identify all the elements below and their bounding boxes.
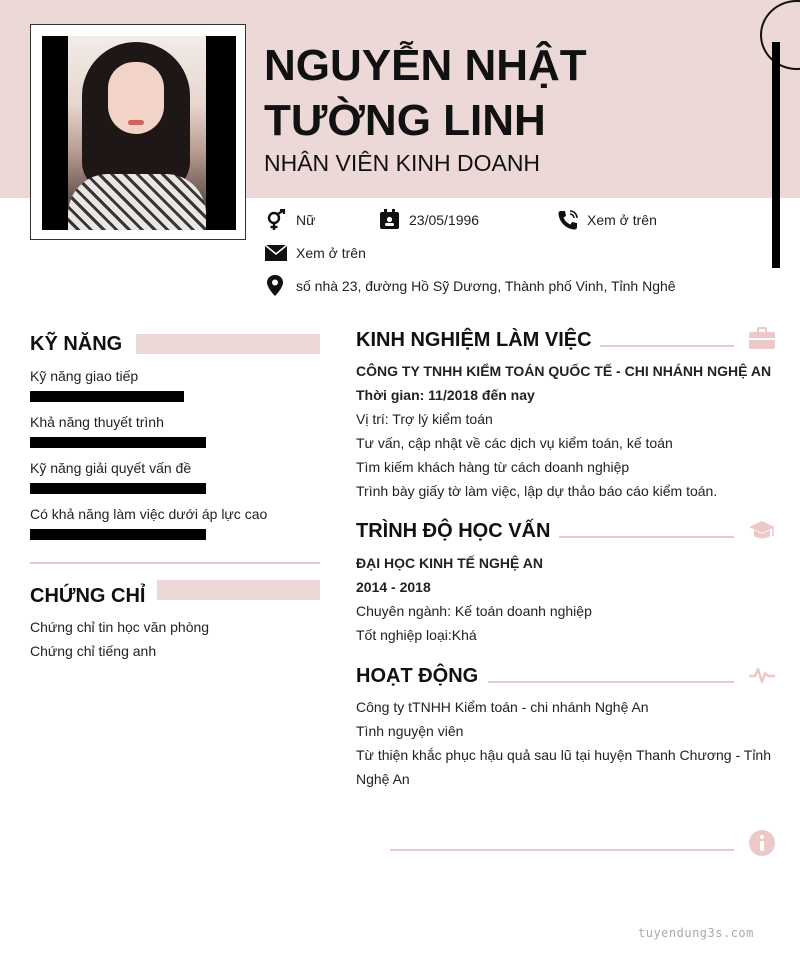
calendar-icon: [379, 209, 400, 230]
experience-line: Tư vấn, cập nhật về các dịch vụ kiểm toán, kế toán: [356, 435, 673, 451]
briefcase-icon: [749, 327, 775, 349]
activity-line: Nghệ An: [356, 771, 410, 787]
skills-heading: KỸ NĂNG: [30, 333, 123, 355]
activity-line: Tình nguyện viên: [356, 723, 464, 739]
gender-text: Nữ: [296, 212, 316, 228]
experience-company: CÔNG TY TNHH KIỂM TOÁN QUỐC TẾ - CHI NHÁNH NGHỆ AN: [356, 363, 772, 379]
skill-level-bar: [30, 483, 206, 494]
education-heading: TRÌNH ĐỘ HỌC VẤN: [356, 520, 551, 542]
certificate-item: Chứng chỉ tin học văn phòng: [30, 619, 210, 635]
education-heading-line: [559, 536, 734, 538]
certificates-heading: CHỨNG CHỈ: [30, 585, 146, 607]
mail-icon: [265, 245, 287, 261]
education-years: 2014 - 2018: [356, 579, 431, 595]
education-line: Chuyên ngành: Kế toán doanh nghiệp: [356, 603, 592, 619]
pulse-icon: [749, 666, 775, 684]
skill-level-bar: [30, 529, 206, 540]
phone-icon: [557, 209, 579, 231]
full-name: NGUYỄN NHẬT TƯỜNG LINH: [264, 41, 587, 145]
birthdate-text: 23/05/1996: [409, 212, 480, 228]
education-school: ĐẠI HỌC KINH TẾ NGHỆ AN: [356, 555, 543, 571]
certificate-item: Chứng chỉ tiếng anh: [30, 643, 157, 659]
profile-photo: [42, 36, 236, 230]
experience-line: Trình bày giấy tờ làm việc, lập dự thảo báo cáo kiểm toán.: [356, 483, 718, 499]
info-icon: [749, 830, 775, 856]
experience-heading-line: [600, 345, 734, 347]
skill-label: Kỹ năng giải quyết vấn đề: [30, 460, 192, 476]
activity-line: Từ thiện khắc phục hậu quả sau lũ tại huyện Thanh Chương - Tỉnh: [356, 747, 772, 763]
skill-level-bar: [30, 391, 184, 402]
certificates-heading-bar: [157, 580, 320, 600]
address-text: số nhà 23, đường Hồ Sỹ Dương, Thành phố Vinh, Tỉnh Nghê: [296, 278, 676, 294]
location-icon: [266, 275, 284, 297]
phone-text: Xem ở trên: [587, 212, 657, 228]
skill-label: Khả năng thuyết trình: [30, 414, 164, 430]
education-line: Tốt nghiệp loại:Khá: [356, 627, 477, 643]
section-divider: [30, 562, 320, 564]
activity-line: Công ty tTNHH Kiểm toán - chi nhánh Nghệ An: [356, 699, 649, 715]
gender-icon: [265, 209, 287, 231]
activities-heading: HOẠT ĐỘNG: [356, 665, 479, 687]
job-title: NHÂN VIÊN KINH DOANH: [264, 150, 541, 176]
skills-heading-bar: [136, 334, 320, 354]
skill-level-bar: [30, 437, 206, 448]
skill-label: Kỹ năng giao tiếp: [30, 368, 139, 384]
skill-label: Có khả năng làm việc dưới áp lực cao: [30, 506, 268, 522]
watermark: tuyendung3s.com: [638, 926, 754, 940]
activities-heading-line: [488, 681, 734, 683]
email-text: Xem ở trên: [296, 245, 366, 261]
experience-line: Tìm kiếm khách hàng từ cách doanh nghiệp: [356, 459, 630, 475]
decorative-bar: [772, 42, 780, 268]
info-section-line: [390, 849, 734, 851]
experience-heading: KINH NGHIỆM LÀM VIỆC: [356, 329, 592, 351]
experience-line: Vị trí: Trợ lý kiểm toán: [356, 411, 493, 427]
experience-period: Thời gian: 11/2018 đến nay: [356, 387, 535, 403]
graduation-cap-icon: [749, 521, 775, 541]
